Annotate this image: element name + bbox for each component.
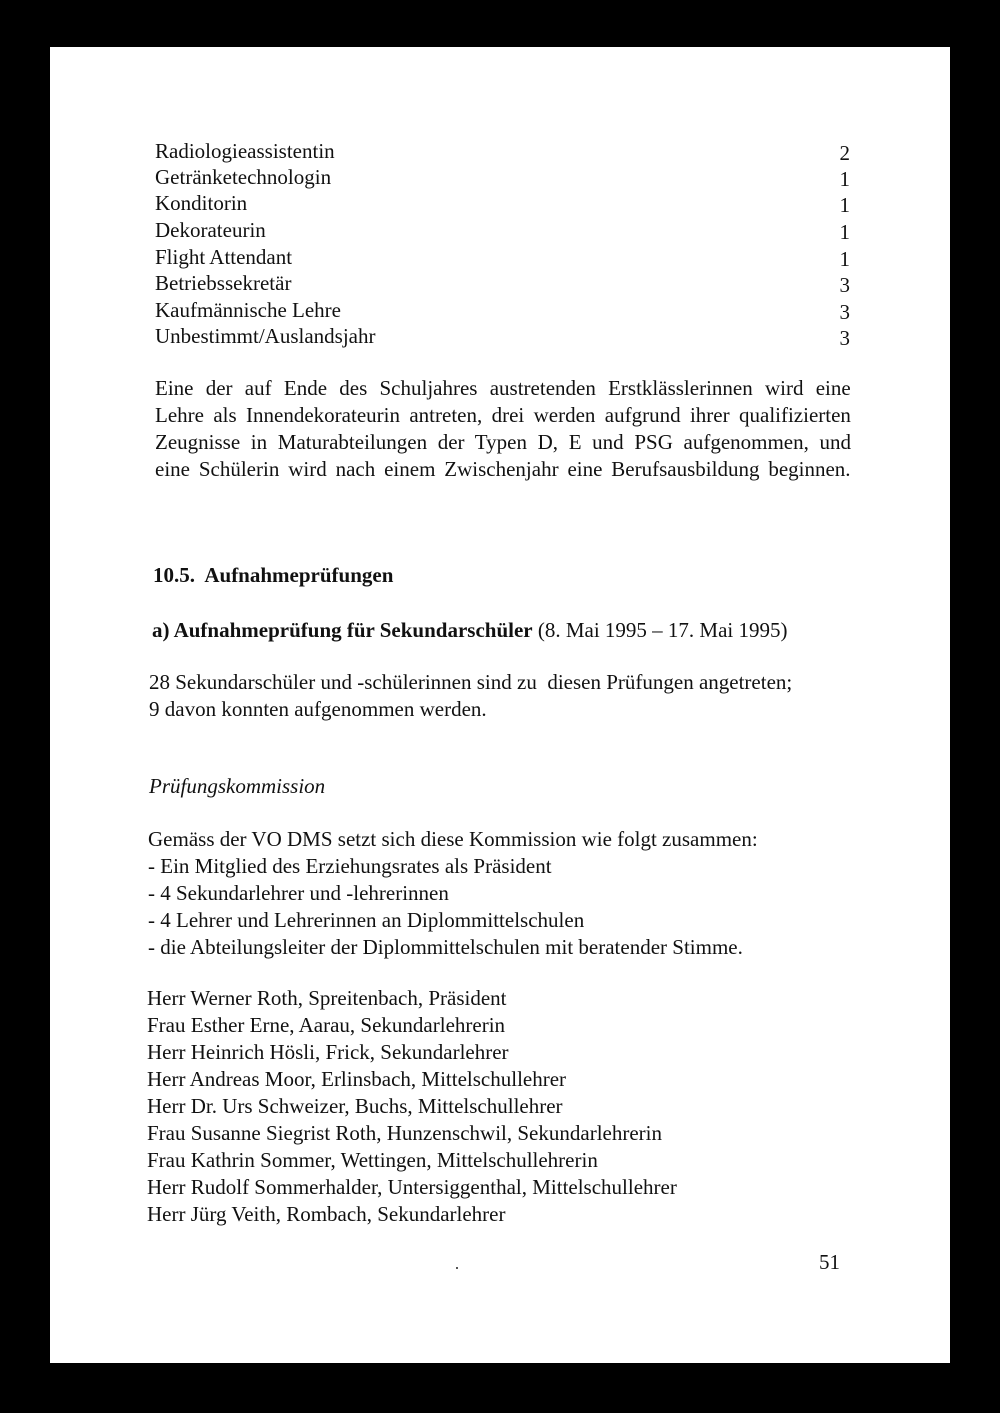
- occupation-count: 3: [839, 300, 850, 324]
- list-item: [155, 323, 850, 349]
- member-entry: Herr Jürg Veith, Rombach, Sekundarlehrer: [147, 1202, 506, 1226]
- list-item: [155, 244, 850, 270]
- list-item: - 4 Sekundarlehrer und -lehrerinnen: [148, 881, 449, 905]
- list-item: - 4 Lehrer und Lehrerinnen an Diplommittelschulen: [148, 908, 585, 932]
- member-entry: Herr Andreas Moor, Erlinsbach, Mittelschullehrer: [147, 1067, 567, 1091]
- member-entry: Frau Susanne Siegrist Roth, Hunzenschwil, Sekundarlehrerin: [147, 1121, 662, 1145]
- paragraph-line: 9 davon konnten aufgenommen werden.: [149, 697, 487, 721]
- occupation-label: Konditorin: [155, 191, 248, 215]
- paragraph-line: Zeugnisse in Maturabteilungen der Typen D, E und PSG aufgenommen, und: [155, 430, 852, 454]
- occupation-count: 1: [839, 193, 850, 217]
- occupation-label: Flight Attendant: [155, 245, 293, 269]
- paragraph-line: eine Schülerin wird nach einem Zwischenjahr eine Berufsausbildung beginnen.: [155, 457, 851, 481]
- member-entry: Frau Kathrin Sommer, Wettingen, Mittelschullehrerin: [147, 1148, 598, 1172]
- occupation-label: Getränketechnologin: [155, 165, 332, 189]
- list-item: [155, 164, 850, 190]
- subsection-dates: (8. Mai 1995 – 17. Mai 1995): [537, 618, 788, 642]
- occupation-count: 2: [839, 141, 850, 165]
- member-entry: Herr Werner Roth, Spreitenbach, Präsident: [147, 986, 507, 1010]
- section-heading: [153, 563, 393, 588]
- occupation-count: 3: [839, 326, 850, 350]
- intro-paragraph: [155, 375, 851, 483]
- list-item: [155, 217, 850, 243]
- occupation-label: Dekorateurin: [155, 218, 266, 242]
- scan-dot: [456, 1267, 458, 1269]
- paragraph-line: 28 Sekundarschüler und -schülerinnen sind zu diesen Prüfungen angetreten;: [149, 670, 793, 694]
- section-title: Aufnahmeprüfungen: [204, 563, 394, 587]
- list-item: - Ein Mitglied des Erziehungsrates als Präsident: [148, 854, 552, 878]
- subsection-title: a) Aufnahmeprüfung für Sekundarschüler: [152, 618, 533, 642]
- paragraph-line: Eine der auf Ende des Schuljahres austretenden Erstklässlerinnen wird eine: [155, 376, 851, 400]
- list-item: - die Abteilungsleiter der Diplommittelschulen mit beratender Stimme.: [148, 935, 743, 959]
- list-item: [155, 297, 850, 323]
- commission-composition: [148, 826, 758, 961]
- list-item: [155, 270, 850, 296]
- occupation-label: Unbestimmt/Auslandsjahr: [155, 324, 376, 348]
- paragraph-line: Lehre als Innendekorateurin antreten, drei werden aufgrund ihrer qualifizierten: [155, 403, 851, 427]
- member-entry: Herr Heinrich Hösli, Frick, Sekundarlehrer: [147, 1040, 509, 1064]
- occupation-count: 3: [839, 273, 850, 297]
- list-item: [155, 138, 850, 164]
- commission-heading: Prüfungskommission: [149, 774, 326, 798]
- occupation-count: 1: [839, 247, 850, 271]
- occupation-label: Radiologieassistentin: [155, 139, 335, 163]
- member-entry: Herr Rudolf Sommerhalder, Untersiggenthal, Mittelschullehrer: [147, 1175, 677, 1199]
- occupation-count: 1: [839, 220, 850, 244]
- page-number: 51: [819, 1250, 840, 1274]
- section-number: 10.5.: [153, 563, 195, 587]
- composition-intro: Gemäss der VO DMS setzt sich diese Kommission wie folgt zusammen:: [148, 827, 758, 851]
- document-page: [50, 47, 950, 1363]
- commission-members: [147, 985, 677, 1228]
- occupation-label: Kaufmännische Lehre: [155, 298, 341, 322]
- occupation-count: 1: [839, 167, 850, 191]
- member-entry: Frau Esther Erne, Aarau, Sekundarlehrerin: [147, 1013, 506, 1037]
- exam-paragraph: [149, 669, 859, 723]
- subsection-heading: [152, 618, 788, 643]
- occupation-label: Betriebssekretär: [155, 271, 292, 295]
- member-entry: Herr Dr. Urs Schweizer, Buchs, Mittelschullehrer: [147, 1094, 563, 1118]
- list-item: [155, 190, 850, 216]
